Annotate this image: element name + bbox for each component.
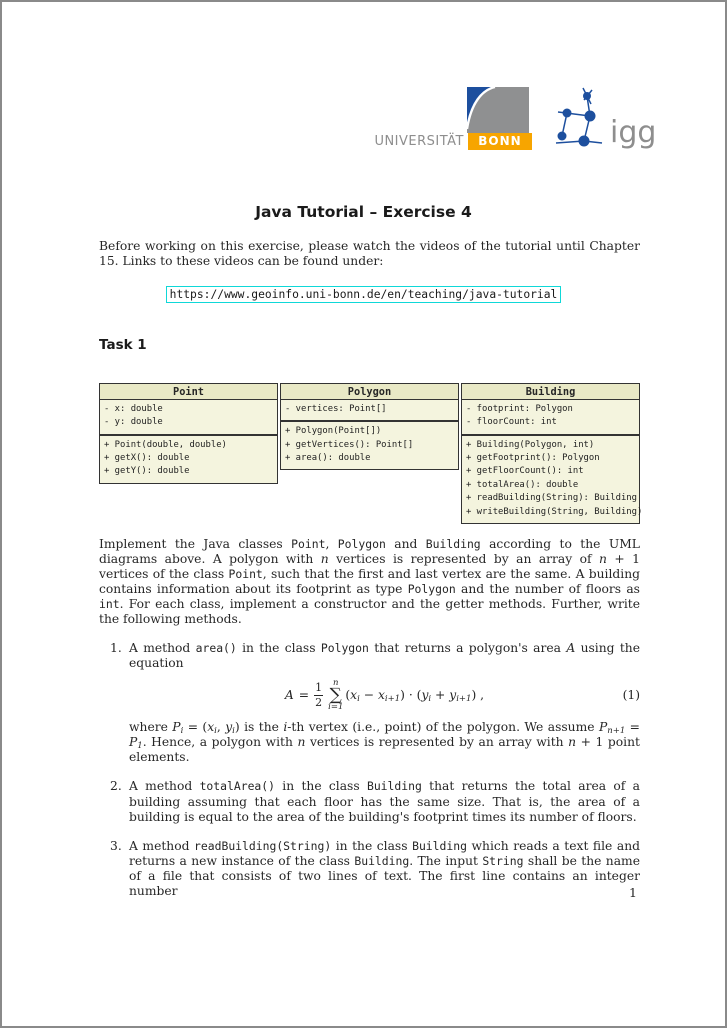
text-segment: i+1 bbox=[456, 693, 472, 704]
text-segment: P bbox=[172, 720, 181, 735]
text-segment: y bbox=[421, 687, 429, 702]
fraction-numerator: 1 bbox=[315, 681, 323, 695]
uni-bonn-wordmark bbox=[332, 133, 532, 150]
uml-methods bbox=[100, 436, 277, 483]
uni-bonn-logo-graphic bbox=[467, 87, 529, 133]
list-marker: 2. bbox=[110, 779, 122, 794]
uml-class-name: Point bbox=[100, 384, 277, 400]
equation-1-main bbox=[285, 679, 484, 712]
text-segment: A method bbox=[129, 779, 200, 794]
text-segment: ) · ( bbox=[400, 687, 422, 702]
text-segment: P bbox=[129, 735, 138, 750]
uml-attribute: - x: double bbox=[104, 404, 163, 414]
uml-class-building bbox=[461, 383, 643, 524]
text-segment: x bbox=[207, 720, 215, 735]
fraction-one-half bbox=[314, 682, 323, 708]
link-row bbox=[2, 283, 725, 303]
text-segment: i bbox=[232, 726, 235, 737]
text-segment: Point bbox=[228, 567, 263, 582]
task-list bbox=[99, 641, 640, 913]
text-segment: shall be the name of a file that consists of two lines of text. The first line contains an integer number bbox=[129, 853, 640, 899]
text-segment: , bbox=[325, 537, 338, 551]
uml-method: + getX(): double bbox=[104, 453, 190, 464]
text-segment: i bbox=[357, 693, 360, 704]
text-segment: where bbox=[129, 720, 173, 735]
text-segment: i bbox=[283, 720, 288, 735]
equation-body bbox=[345, 688, 484, 703]
uml-method: + getVertices(): Point[] bbox=[285, 439, 414, 450]
text-segment: n bbox=[320, 552, 329, 567]
page-title: Java Tutorial – Exercise 4 bbox=[255, 203, 472, 221]
text-segment: x bbox=[377, 687, 385, 702]
text-segment: y bbox=[449, 687, 457, 702]
list-item-2 bbox=[99, 779, 640, 824]
equation-equals: = bbox=[298, 687, 310, 702]
page-number: 1 bbox=[629, 885, 637, 900]
sum-lower-limit: i=1 bbox=[328, 702, 344, 713]
text-segment: vertices is represented by an array of bbox=[328, 552, 600, 567]
sum-upper-limit: n bbox=[332, 677, 339, 688]
uml-attribute: - footprint: Polygon bbox=[466, 404, 573, 414]
text-segment: = ( bbox=[183, 720, 208, 735]
text-segment: area() bbox=[195, 641, 237, 655]
list-item-1-after bbox=[129, 720, 640, 764]
text-segment: vertices is represented by an array with bbox=[305, 735, 569, 750]
uml-attributes bbox=[462, 400, 639, 436]
text-segment: . The input bbox=[409, 853, 483, 868]
equation-number: (1) bbox=[622, 687, 640, 702]
text-segment: ) , bbox=[471, 687, 485, 702]
text-segment: x bbox=[350, 687, 358, 702]
uml-method: + totalArea(): double bbox=[466, 479, 579, 490]
text-segment: n bbox=[568, 735, 577, 750]
text-segment: + 1 point elements. bbox=[129, 735, 640, 765]
task1-description bbox=[99, 537, 640, 628]
uml-method: + getY(): double bbox=[104, 466, 190, 477]
text-segment: 1 bbox=[137, 741, 143, 752]
text-segment: n bbox=[599, 552, 607, 567]
text-segment: -th vertex (i.e., point) of the polygon. We assume bbox=[287, 720, 599, 735]
igg-network-icon bbox=[554, 86, 608, 154]
text-segment: Implement the Java classes bbox=[99, 537, 292, 551]
text-segment: in the class bbox=[275, 779, 367, 794]
text-segment: , bbox=[216, 720, 226, 735]
text-segment: and bbox=[385, 537, 426, 551]
uml-method: + Point(double, double) bbox=[104, 439, 227, 450]
tutorial-link[interactable]: https://www.geoinfo.uni-bonn.de/en/teaching/java-tutorial bbox=[166, 286, 562, 303]
fraction-denominator: 2 bbox=[315, 695, 323, 709]
task1-heading: Task 1 bbox=[99, 337, 147, 353]
text-segment: Polygon bbox=[407, 582, 456, 597]
igg-logo bbox=[554, 86, 656, 154]
text-segment: , such that the first and last vertex are the same. A building contains information about its footprint as type bbox=[99, 567, 641, 597]
uml-class-name: Polygon bbox=[281, 384, 458, 400]
text-segment: Point bbox=[291, 537, 326, 551]
uml-method: + Polygon(Point[]) bbox=[285, 426, 382, 437]
uml-attribute: - vertices: Point[] bbox=[285, 404, 387, 414]
text-segment: n bbox=[297, 735, 306, 750]
text-segment: String bbox=[482, 853, 524, 868]
uni-bonn-logo bbox=[467, 87, 529, 133]
text-segment: according to the UML diagrams above. A polygon with bbox=[99, 537, 640, 567]
text-segment: that returns the total area of a building assuming that each floor has the same size. That is, the area of a building is equal to the area of the building's footprint times its number of floors. bbox=[129, 779, 640, 824]
list-item-3 bbox=[99, 839, 640, 899]
text-segment: ) is the bbox=[234, 720, 284, 735]
uml-method: + getFloorCount(): int bbox=[466, 466, 584, 477]
uml-attribute: - floorCount: int bbox=[466, 417, 557, 428]
uml-attributes bbox=[281, 400, 458, 422]
text-segment: ( bbox=[345, 687, 351, 702]
text-segment: in the class bbox=[236, 641, 321, 655]
list-item-3-lead bbox=[129, 839, 640, 898]
text-segment: i+1 bbox=[384, 693, 401, 704]
text-segment: n+1 bbox=[607, 726, 626, 737]
uml-method: + writeBuilding(String, Building) bbox=[466, 506, 643, 517]
text-segment: totalArea() bbox=[199, 779, 275, 794]
text-segment: readBuilding(String) bbox=[194, 838, 332, 853]
uml-class-name: Building bbox=[462, 384, 639, 400]
sigma-symbol: ∑ bbox=[329, 685, 342, 706]
uml-method: + Building(Polygon, int) bbox=[466, 439, 595, 450]
text-segment: Polygon bbox=[320, 641, 369, 655]
universitaet-label: UNIVERSITÄT bbox=[374, 134, 464, 149]
text-segment: A method bbox=[129, 641, 196, 655]
text-segment: using the equation bbox=[129, 641, 640, 671]
text-segment: and the number of floors as bbox=[455, 582, 640, 597]
text-segment: Polygon bbox=[337, 537, 386, 551]
uml-class-point bbox=[99, 383, 278, 484]
text-segment: i bbox=[180, 726, 184, 737]
text-segment: y bbox=[225, 720, 233, 735]
uml-attribute: - y: double bbox=[104, 417, 163, 428]
text-segment: A bbox=[566, 641, 576, 655]
uml-methods bbox=[462, 436, 643, 523]
bonn-label: BONN bbox=[468, 133, 532, 150]
text-segment: P bbox=[598, 720, 608, 735]
list-marker: 1. bbox=[110, 641, 122, 655]
uml-attributes bbox=[100, 400, 277, 436]
text-segment: in the class bbox=[331, 838, 413, 853]
intro-paragraph bbox=[99, 239, 640, 269]
uml-methods bbox=[281, 422, 458, 469]
text-segment: Before working on this exercise, please watch the videos of the tutorial until Chapter 15. Links to these videos can be found under: bbox=[99, 239, 640, 269]
text-segment: Building bbox=[412, 838, 467, 853]
list-item-1 bbox=[99, 641, 640, 765]
text-segment: + 1 vertices of the class bbox=[99, 552, 640, 582]
text-segment: int bbox=[99, 597, 120, 612]
text-segment: that returns a polygon's area bbox=[368, 641, 567, 655]
text-segment: − bbox=[359, 687, 378, 702]
text-segment: i bbox=[428, 693, 432, 704]
list-item-1-lead bbox=[129, 641, 640, 670]
uml-class-polygon bbox=[280, 383, 459, 470]
uml-method: + readBuilding(String): Building bbox=[466, 493, 637, 504]
text-segment: = bbox=[625, 720, 640, 735]
equation-lhs: A bbox=[284, 687, 294, 702]
text-segment: + bbox=[431, 687, 450, 702]
summation bbox=[328, 679, 343, 712]
text-segment: Building bbox=[366, 779, 422, 794]
text-segment: A method bbox=[129, 838, 195, 853]
text-segment: which reads a text file and returns a new instance of the class bbox=[129, 838, 640, 868]
text-segment: . For each class, implement a constructor and the getter methods. Further, write the following methods. bbox=[99, 597, 640, 627]
text-segment: Building bbox=[425, 537, 481, 551]
list-marker: 3. bbox=[110, 838, 122, 853]
text-segment: Building bbox=[354, 853, 410, 868]
text-segment: i bbox=[214, 726, 217, 737]
uml-method: + getFootprint(): Polygon bbox=[466, 453, 600, 464]
equation-1 bbox=[129, 676, 640, 714]
uml-method: + area(): double bbox=[285, 453, 371, 464]
text-segment: . Hence, a polygon with bbox=[142, 735, 298, 750]
igg-label: igg bbox=[610, 115, 657, 150]
uml-diagrams bbox=[99, 383, 643, 524]
list-item-2-lead bbox=[129, 779, 640, 823]
